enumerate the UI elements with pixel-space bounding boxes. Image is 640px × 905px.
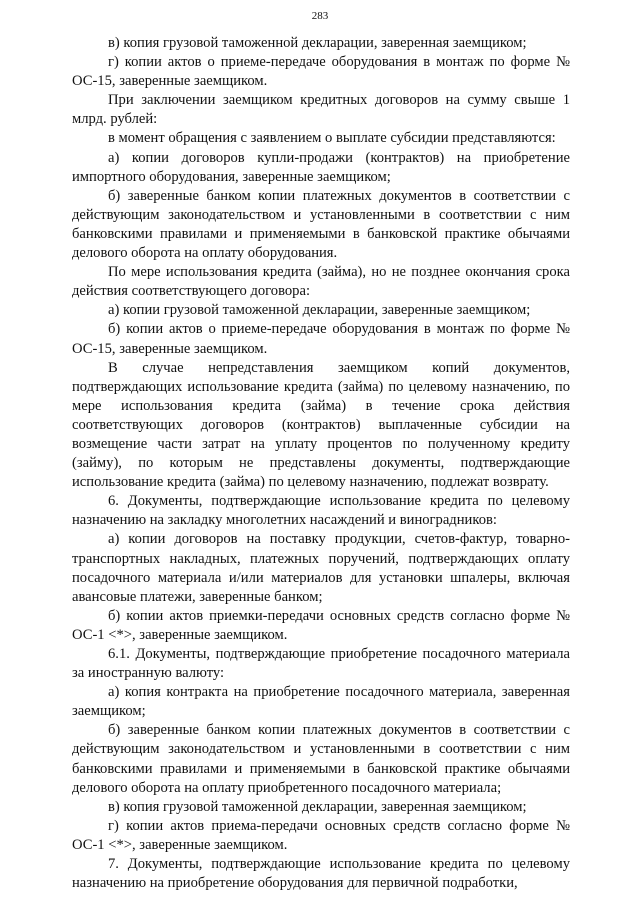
paragraph: По мере использования кредита (займа), но не позднее окончания срока действия соответствующего договора: bbox=[72, 264, 570, 300]
paragraph: 7. Документы, подтверждающие использование кредита по целевому назначению на приобретение оборудования для первичной подработки, bbox=[72, 856, 570, 892]
paragraph: 6.1. Документы, подтверждающие приобретение посадочного материала за иностранную валюту: bbox=[72, 646, 570, 682]
paragraph: а) копии грузовой таможенной декларации, заверенные заемщиком; bbox=[108, 302, 531, 319]
paragraph: г) копии актов приема-передачи основных средств согласно форме № ОС-1 <*>, заверенные заемщиком. bbox=[72, 817, 570, 853]
paragraph: При заключении заемщиком кредитных договоров на сумму свыше 1 млрд. рублей: bbox=[72, 92, 570, 128]
document-body bbox=[72, 34, 570, 893]
paragraph: а) копии договоров на поставку продукции, счетов-фактур, товарно-транспортных накладных, платежных поручений, подтверждающих оплату посадочного материала и/или материалов для установки шпалеры, включая авансовые платежи, заверенные банком; bbox=[72, 531, 570, 605]
page-number: 283 bbox=[311, 10, 329, 22]
paragraph: б) копии актов о приеме-передаче оборудования в монтаж по форме № ОС-15, заверенные заемщиком. bbox=[72, 321, 570, 357]
paragraph: г) копии актов о приеме-передаче оборудования в монтаж по форме № ОС-15, заверенные заемщиком. bbox=[72, 54, 570, 90]
paragraph: б) копии актов приемки-передачи основных средств согласно форме № ОС-1 <*>, заверенные заемщиком. bbox=[72, 607, 570, 643]
paragraph: а) копии договоров купли-продажи (контрактов) на приобретение импортного оборудования, заверенные заемщиком; bbox=[72, 149, 570, 185]
paragraph: в момент обращения с заявлением о выплате субсидии представляются: bbox=[108, 130, 556, 147]
paragraph: 6. Документы, подтверждающие использование кредита по целевому назначению на закладку многолетних насаждений и виноградников: bbox=[72, 493, 570, 529]
paragraph: б) заверенные банком копии платежных документов в соответствии с действующим законодательством и установленными в соответствии с ним банковскими правилами и применяемыми в банковской практике обычаями делового оборота на оплату оборудования. bbox=[72, 187, 570, 262]
paragraph: а) копия контракта на приобретение посадочного материала, заверенная заемщиком; bbox=[72, 684, 570, 720]
paragraph: б) заверенные банком копии платежных документов в соответствии с действующим законодательством и установленными в соответствии с ним банковскими правилами и применяемыми в банковской практике обычаями делового оборота на оплату приобретенного посадочного материала; bbox=[72, 722, 570, 796]
paragraph: в) копия грузовой таможенной декларации, заверенная заемщиком; bbox=[108, 798, 527, 815]
paragraph: в) копия грузовой таможенной декларации, заверенная заемщиком; bbox=[108, 35, 527, 51]
paragraph: В случае непредставления заемщиком копий документов, подтверждающих использование кредита (займа) по целевому назначению, по мере использования кредита (займа) в течение срока действия соответствующих договоров (контрактов) выплаченные субсидии на возмещение части затрат на уплату процентов по полученному кредиту (займу), по которым не представлены документы, подтверждающие использование кредита (займа) по целевому назначению, подлежат возврату. bbox=[72, 359, 570, 491]
